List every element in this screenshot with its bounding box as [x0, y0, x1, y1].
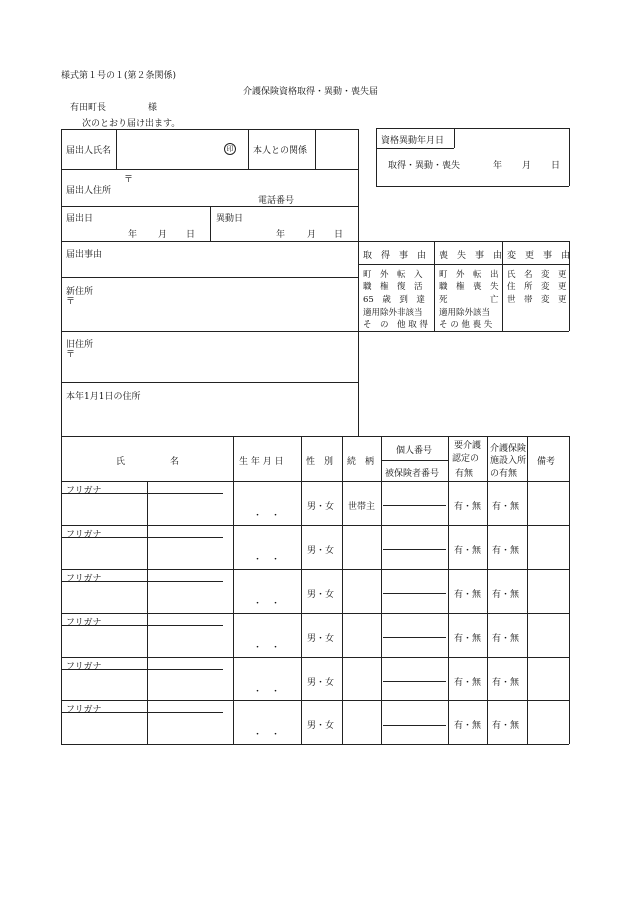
old-address-label: 旧住所	[66, 340, 94, 350]
intro-text: 次のとおり届け出ます。	[82, 119, 181, 129]
facility-options[interactable]: 有・無	[492, 678, 520, 688]
change-date-day: 日	[334, 230, 344, 240]
furigana-label: フリガナ	[66, 486, 102, 496]
addressee: 有田町長	[70, 103, 107, 113]
loss-reason-5[interactable]: そ の 他 喪 失	[439, 320, 493, 330]
sex-options[interactable]: 男・女	[307, 590, 335, 600]
care-cert-options[interactable]: 有・無	[454, 502, 482, 512]
change-date-month: 月	[307, 230, 317, 240]
new-address-postal: 〒	[66, 297, 76, 307]
furigana-label: フリガナ	[66, 618, 102, 628]
change-reason-1[interactable]: 氏 名 変 更	[507, 270, 567, 280]
birthdate-dots: ・ ・	[253, 511, 281, 521]
acquire-reason-2[interactable]: 職 権 復 活	[363, 282, 423, 292]
header-insured-number: 被保険者番号	[385, 469, 440, 479]
care-cert-options[interactable]: 有・無	[454, 721, 482, 731]
filing-date-label: 届出日	[66, 214, 94, 224]
header-birthdate: 生 年 月 日	[239, 457, 284, 467]
relation-value: 世帯主	[348, 502, 376, 512]
old-address-postal: 〒	[66, 350, 76, 360]
acquire-reason-3[interactable]: 65 歳 到 達	[363, 295, 425, 305]
loss-reason-4[interactable]: 適用除外該当	[439, 308, 491, 318]
facility-options[interactable]: 有・無	[492, 634, 520, 644]
change-reason-3[interactable]: 世 帯 変 更	[507, 295, 567, 305]
jan1-address-label: 本年1月1日の住所	[66, 392, 141, 402]
status-date-label: 資格異動年月日	[381, 136, 445, 146]
sex-options[interactable]: 男・女	[307, 502, 335, 512]
furigana-label: フリガナ	[66, 530, 102, 540]
birthdate-dots: ・ ・	[253, 687, 281, 697]
header-name: 氏 名	[116, 457, 180, 467]
header-id-number: 個人番号	[396, 446, 433, 456]
sex-options[interactable]: 男・女	[307, 678, 335, 688]
header-facility-1: 介護保険	[490, 444, 527, 454]
care-cert-options[interactable]: 有・無	[454, 678, 482, 688]
facility-options[interactable]: 有・無	[492, 502, 520, 512]
sex-options[interactable]: 男・女	[307, 546, 335, 556]
header-care-cert-3: 有無	[455, 469, 474, 479]
header-care-cert-1: 要介護	[454, 441, 482, 451]
acquire-reason-1[interactable]: 町 外 転 入	[363, 270, 423, 280]
filing-date-day: 日	[186, 230, 196, 240]
sex-options[interactable]: 男・女	[307, 721, 335, 731]
facility-options[interactable]: 有・無	[492, 590, 520, 600]
acquire-reason-header: 取 得 事 由	[363, 251, 427, 261]
change-reason-2[interactable]: 住 所 変 更	[507, 282, 567, 292]
relation-label: 本人との関係	[253, 146, 308, 156]
care-cert-options[interactable]: 有・無	[454, 590, 482, 600]
applicant-name-label: 届出人氏名	[66, 146, 112, 156]
loss-reason-header: 喪 失 事 由	[439, 251, 503, 261]
relation-field[interactable]	[318, 135, 356, 163]
facility-options[interactable]: 有・無	[492, 721, 520, 731]
furigana-label: フリガナ	[66, 574, 102, 584]
acquire-reason-4[interactable]: 適用除外非該当	[363, 308, 423, 318]
facility-options[interactable]: 有・無	[492, 546, 520, 556]
form-title: 介護保険資格取得・異動・喪失届	[243, 87, 379, 97]
status-year: 年	[493, 161, 503, 171]
loss-reason-2[interactable]: 職 権 喪 失	[439, 282, 499, 292]
change-date-year: 年	[276, 230, 286, 240]
phone-label: 電話番号	[258, 196, 295, 206]
new-address-label: 新住所	[66, 287, 94, 297]
birthdate-dots: ・ ・	[253, 555, 281, 565]
header-remarks: 備考	[537, 457, 556, 467]
postal-mark: 〒	[124, 175, 134, 185]
status-day: 日	[551, 161, 561, 171]
change-reason-header: 変 更 事 由	[507, 251, 571, 261]
birthdate-dots: ・ ・	[253, 599, 281, 609]
furigana-label: フリガナ	[66, 705, 102, 715]
loss-reason-3[interactable]: 死 亡	[439, 295, 499, 305]
filing-date-year: 年	[128, 230, 138, 240]
header-facility-2: 施設入所	[490, 456, 527, 466]
birthdate-dots: ・ ・	[253, 643, 281, 653]
seal-mark: 印	[224, 143, 236, 155]
sex-options[interactable]: 男・女	[307, 634, 335, 644]
honorific: 様	[148, 103, 158, 113]
header-facility-3: の有無	[490, 469, 518, 479]
status-month: 月	[522, 161, 532, 171]
form-number: 様式第１号の１(第２条関係)	[61, 71, 177, 81]
birthdate-dots: ・ ・	[253, 730, 281, 740]
change-date-label: 異動日	[216, 214, 244, 224]
header-relation: 続 柄	[347, 457, 375, 467]
applicant-address-field[interactable]	[135, 172, 353, 192]
loss-reason-1[interactable]: 町 外 転 出	[439, 270, 499, 280]
care-cert-options[interactable]: 有・無	[454, 634, 482, 644]
header-care-cert-2: 認定の	[452, 454, 480, 464]
applicant-address-label: 届出人住所	[66, 186, 112, 196]
header-sex: 性 別	[306, 457, 334, 467]
status-types: 取得・異動・喪失	[388, 161, 461, 171]
care-cert-options[interactable]: 有・無	[454, 546, 482, 556]
reason-label: 届出事由	[66, 250, 103, 260]
furigana-label: フリガナ	[66, 662, 102, 672]
acquire-reason-5[interactable]: そ の 他 取 得	[363, 320, 428, 330]
filing-date-month: 月	[158, 230, 168, 240]
